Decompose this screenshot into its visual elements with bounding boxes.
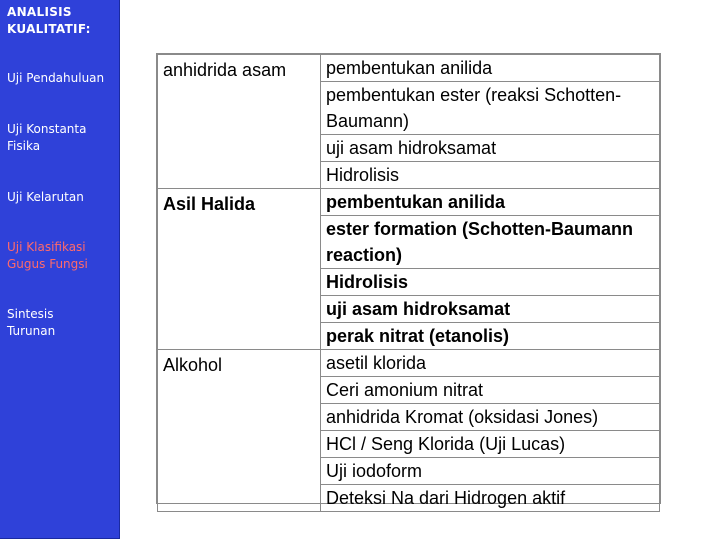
sidebar-title-line2: KUALITATIF: (7, 22, 91, 36)
tests-table (157, 54, 660, 512)
sidebar-item-label: Turunan (7, 324, 56, 338)
sidebar-item-uji-pendahuluan[interactable] (7, 70, 104, 87)
test-text: pembentukan ester (reaksi Schotten- (326, 85, 622, 105)
sidebar-item-label: Uji Konstanta (7, 122, 87, 136)
group-name-cell: Asil Halida (158, 189, 321, 350)
sidebar-title-line1: ANALISIS (7, 5, 72, 19)
sidebar-item-label: Uji Pendahuluan (7, 71, 105, 85)
sidebar-item-label: Fisika (7, 139, 41, 153)
sidebar-item-label: Gugus Fungsi (7, 257, 88, 271)
test-cell: Hidrolisis (321, 162, 660, 189)
test-text: reaction) (326, 245, 403, 265)
sidebar-item-label: Uji Klasifikasi (7, 240, 86, 254)
test-cell (321, 82, 660, 135)
test-cell: uji asam hidroksamat (321, 296, 660, 323)
group-name-cell: Alkohol (158, 350, 321, 512)
sidebar-item-uji-klasifikasi-gugus-fungsi[interactable] (7, 239, 88, 273)
test-cell: uji asam hidroksamat (321, 135, 660, 162)
sidebar-item-uji-konstanta-fisika[interactable] (7, 121, 86, 155)
test-cell: Uji iodoform (321, 458, 660, 485)
sidebar-item-sintesis-turunan[interactable] (7, 306, 55, 340)
table-row (158, 350, 660, 377)
sidebar-item-uji-kelarutan[interactable] (7, 189, 84, 206)
test-text: ester formation (Schotten-Baumann (326, 219, 634, 239)
functional-group-tests-table (156, 53, 661, 508)
sidebar-nav (0, 0, 120, 539)
test-cell: Hidrolisis (321, 269, 660, 296)
test-cell: HCl / Seng Klorida (Uji Lucas) (321, 431, 660, 458)
table-row (158, 55, 660, 82)
test-cell: pembentukan anilida (321, 55, 660, 82)
sidebar-item-label: Uji Kelarutan (7, 190, 84, 204)
test-cell: asetil klorida (321, 350, 660, 377)
table-row (158, 189, 660, 216)
group-name-cell: anhidrida asam (158, 55, 321, 189)
test-cell: perak nitrat (etanolis) (321, 323, 660, 350)
sidebar-item-label: Sintesis (7, 307, 54, 321)
test-cell: Ceri amonium nitrat (321, 377, 660, 404)
test-cell: pembentukan anilida (321, 189, 660, 216)
test-cell: anhidrida Kromat (oksidasi Jones) (321, 404, 660, 431)
test-cell (321, 216, 660, 269)
sidebar-title (7, 4, 91, 38)
test-text: Baumann) (326, 111, 410, 131)
test-cell: Deteksi Na dari Hidrogen aktif (321, 485, 660, 512)
